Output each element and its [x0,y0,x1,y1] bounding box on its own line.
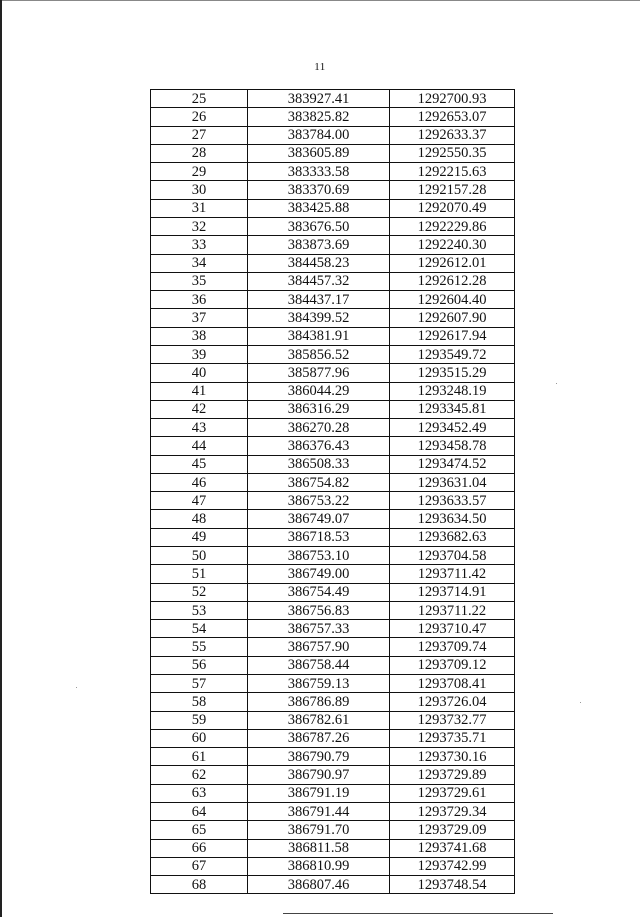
y-coordinate-cell: 1293708.41 [390,675,515,693]
y-coordinate-cell: 1293709.74 [390,638,515,656]
point-number-cell: 32 [151,217,248,235]
y-coordinate-cell: 1292607.90 [390,309,515,327]
y-coordinate-cell: 1293729.89 [390,766,515,784]
table-row [151,620,515,638]
y-coordinate-cell: 1293726.04 [390,693,515,711]
table-row [151,217,515,235]
scan-speck [556,383,557,384]
x-coordinate-cell: 383370.69 [248,181,390,199]
table-row [151,638,515,656]
table-row [151,766,515,784]
point-number-cell: 56 [151,656,248,674]
y-coordinate-cell: 1293631.04 [390,473,515,491]
table-row [151,309,515,327]
table-row [151,748,515,766]
y-coordinate-cell: 1292157.28 [390,181,515,199]
y-coordinate-cell: 1293711.22 [390,601,515,619]
y-coordinate-cell: 1292633.37 [390,126,515,144]
point-number-cell: 46 [151,473,248,491]
x-coordinate-cell: 384399.52 [248,309,390,327]
x-coordinate-cell: 386791.19 [248,784,390,802]
point-number-cell: 59 [151,711,248,729]
x-coordinate-cell: 383873.69 [248,236,390,254]
y-coordinate-cell: 1292240.30 [390,236,515,254]
x-coordinate-cell: 384457.32 [248,272,390,290]
table-row [151,547,515,565]
table-row [151,711,515,729]
table-row [151,510,515,528]
x-coordinate-cell: 384458.23 [248,254,390,272]
point-number-cell: 57 [151,675,248,693]
point-number-cell: 40 [151,364,248,382]
scan-speck [580,702,581,703]
page-top-edge [0,0,640,1]
x-coordinate-cell: 383605.89 [248,144,390,162]
x-coordinate-cell: 383676.50 [248,217,390,235]
y-coordinate-cell: 1293710.47 [390,620,515,638]
point-number-cell: 55 [151,638,248,656]
point-number-cell: 33 [151,236,248,254]
point-number-cell: 65 [151,821,248,839]
y-coordinate-cell: 1293682.63 [390,528,515,546]
y-coordinate-cell: 1292550.35 [390,144,515,162]
table-row [151,144,515,162]
table-row [151,90,515,108]
x-coordinate-cell: 386044.29 [248,382,390,400]
y-coordinate-cell: 1292070.49 [390,199,515,217]
table-row [151,802,515,820]
point-number-cell: 34 [151,254,248,272]
table-row [151,400,515,418]
point-number-cell: 61 [151,748,248,766]
y-coordinate-cell: 1293709.12 [390,656,515,674]
table-row [151,181,515,199]
point-number-cell: 63 [151,784,248,802]
x-coordinate-cell: 386791.70 [248,821,390,839]
x-coordinate-cell: 386754.49 [248,583,390,601]
table-row [151,492,515,510]
point-number-cell: 50 [151,547,248,565]
table-row [151,236,515,254]
point-number-cell: 48 [151,510,248,528]
x-coordinate-cell: 383927.41 [248,90,390,108]
y-coordinate-cell: 1293742.99 [390,857,515,875]
point-number-cell: 28 [151,144,248,162]
table-row [151,473,515,491]
page-number: 11 [314,61,326,73]
y-coordinate-cell: 1292604.40 [390,291,515,309]
x-coordinate-cell: 383784.00 [248,126,390,144]
x-coordinate-cell: 386759.13 [248,675,390,693]
y-coordinate-cell: 1293735.71 [390,729,515,747]
y-coordinate-cell: 1293452.49 [390,419,515,437]
point-number-cell: 35 [151,272,248,290]
point-number-cell: 43 [151,419,248,437]
point-number-cell: 38 [151,327,248,345]
point-number-cell: 47 [151,492,248,510]
y-coordinate-cell: 1293633.57 [390,492,515,510]
y-coordinate-cell: 1293741.68 [390,839,515,857]
x-coordinate-cell: 383333.58 [248,163,390,181]
table-row [151,199,515,217]
x-coordinate-cell: 385856.52 [248,345,390,363]
y-coordinate-cell: 1293474.52 [390,455,515,473]
point-number-cell: 60 [151,729,248,747]
x-coordinate-cell: 386782.61 [248,711,390,729]
point-number-cell: 26 [151,108,248,126]
y-coordinate-cell: 1293729.34 [390,802,515,820]
table-row [151,327,515,345]
point-number-cell: 27 [151,126,248,144]
point-number-cell: 37 [151,309,248,327]
table-row [151,291,515,309]
point-number-cell: 36 [151,291,248,309]
table-row [151,126,515,144]
y-coordinate-cell: 1293458.78 [390,437,515,455]
y-coordinate-cell: 1293248.19 [390,382,515,400]
table-row [151,528,515,546]
x-coordinate-cell: 386756.83 [248,601,390,619]
y-coordinate-cell: 1293711.42 [390,565,515,583]
table-row [151,839,515,857]
y-coordinate-cell: 1293704.58 [390,547,515,565]
y-coordinate-cell: 1293730.16 [390,748,515,766]
x-coordinate-cell: 386749.00 [248,565,390,583]
point-number-cell: 52 [151,583,248,601]
x-coordinate-cell: 385877.96 [248,364,390,382]
x-coordinate-cell: 386787.26 [248,729,390,747]
table-row [151,583,515,601]
table-row [151,821,515,839]
x-coordinate-cell: 383825.82 [248,108,390,126]
y-coordinate-cell: 1292229.86 [390,217,515,235]
x-coordinate-cell: 386718.53 [248,528,390,546]
table-row [151,876,515,894]
y-coordinate-cell: 1292612.01 [390,254,515,272]
x-coordinate-cell: 386757.90 [248,638,390,656]
point-number-cell: 42 [151,400,248,418]
table-row [151,857,515,875]
y-coordinate-cell: 1293748.54 [390,876,515,894]
point-number-cell: 39 [151,345,248,363]
x-coordinate-cell: 386807.46 [248,876,390,894]
x-coordinate-cell: 386811.58 [248,839,390,857]
x-coordinate-cell: 386791.44 [248,802,390,820]
table-row [151,565,515,583]
table-row [151,656,515,674]
table-row [151,382,515,400]
x-coordinate-cell: 386790.79 [248,748,390,766]
x-coordinate-cell: 386753.10 [248,547,390,565]
table-row [151,601,515,619]
y-coordinate-cell: 1292700.93 [390,90,515,108]
x-coordinate-cell: 384437.17 [248,291,390,309]
x-coordinate-cell: 386508.33 [248,455,390,473]
x-coordinate-cell: 386376.43 [248,437,390,455]
x-coordinate-cell: 386749.07 [248,510,390,528]
point-number-cell: 67 [151,857,248,875]
x-coordinate-cell: 386790.97 [248,766,390,784]
y-coordinate-cell: 1292617.94 [390,327,515,345]
table-row [151,784,515,802]
x-coordinate-cell: 384381.91 [248,327,390,345]
x-coordinate-cell: 386757.33 [248,620,390,638]
table-row [151,254,515,272]
x-coordinate-cell: 386753.22 [248,492,390,510]
y-coordinate-cell: 1293515.29 [390,364,515,382]
y-coordinate-cell: 1293345.81 [390,400,515,418]
point-number-cell: 58 [151,693,248,711]
point-number-cell: 53 [151,601,248,619]
coordinates-table [150,89,515,894]
table-row [151,455,515,473]
page-left-edge [0,0,2,917]
y-coordinate-cell: 1292653.07 [390,108,515,126]
point-number-cell: 29 [151,163,248,181]
table-row [151,364,515,382]
point-number-cell: 31 [151,199,248,217]
y-coordinate-cell: 1292612.28 [390,272,515,290]
point-number-cell: 45 [151,455,248,473]
y-coordinate-cell: 1292215.63 [390,163,515,181]
point-number-cell: 44 [151,437,248,455]
point-number-cell: 68 [151,876,248,894]
y-coordinate-cell: 1293714.91 [390,583,515,601]
x-coordinate-cell: 386270.28 [248,419,390,437]
table-row [151,163,515,181]
y-coordinate-cell: 1293729.09 [390,821,515,839]
x-coordinate-cell: 383425.88 [248,199,390,217]
table-row [151,437,515,455]
point-number-cell: 64 [151,802,248,820]
point-number-cell: 25 [151,90,248,108]
x-coordinate-cell: 386754.82 [248,473,390,491]
x-coordinate-cell: 386758.44 [248,656,390,674]
point-number-cell: 41 [151,382,248,400]
x-coordinate-cell: 386316.29 [248,400,390,418]
point-number-cell: 66 [151,839,248,857]
scan-speck [76,687,77,688]
table-row [151,272,515,290]
point-number-cell: 62 [151,766,248,784]
x-coordinate-cell: 386786.89 [248,693,390,711]
point-number-cell: 49 [151,528,248,546]
y-coordinate-cell: 1293732.77 [390,711,515,729]
table-row [151,729,515,747]
table-row [151,419,515,437]
point-number-cell: 51 [151,565,248,583]
point-number-cell: 54 [151,620,248,638]
table-row [151,675,515,693]
bottom-rule [283,913,553,914]
y-coordinate-cell: 1293634.50 [390,510,515,528]
point-number-cell: 30 [151,181,248,199]
y-coordinate-cell: 1293549.72 [390,345,515,363]
table-row [151,345,515,363]
coordinates-table-body [151,90,515,894]
x-coordinate-cell: 386810.99 [248,857,390,875]
y-coordinate-cell: 1293729.61 [390,784,515,802]
table-row [151,108,515,126]
table-row [151,693,515,711]
